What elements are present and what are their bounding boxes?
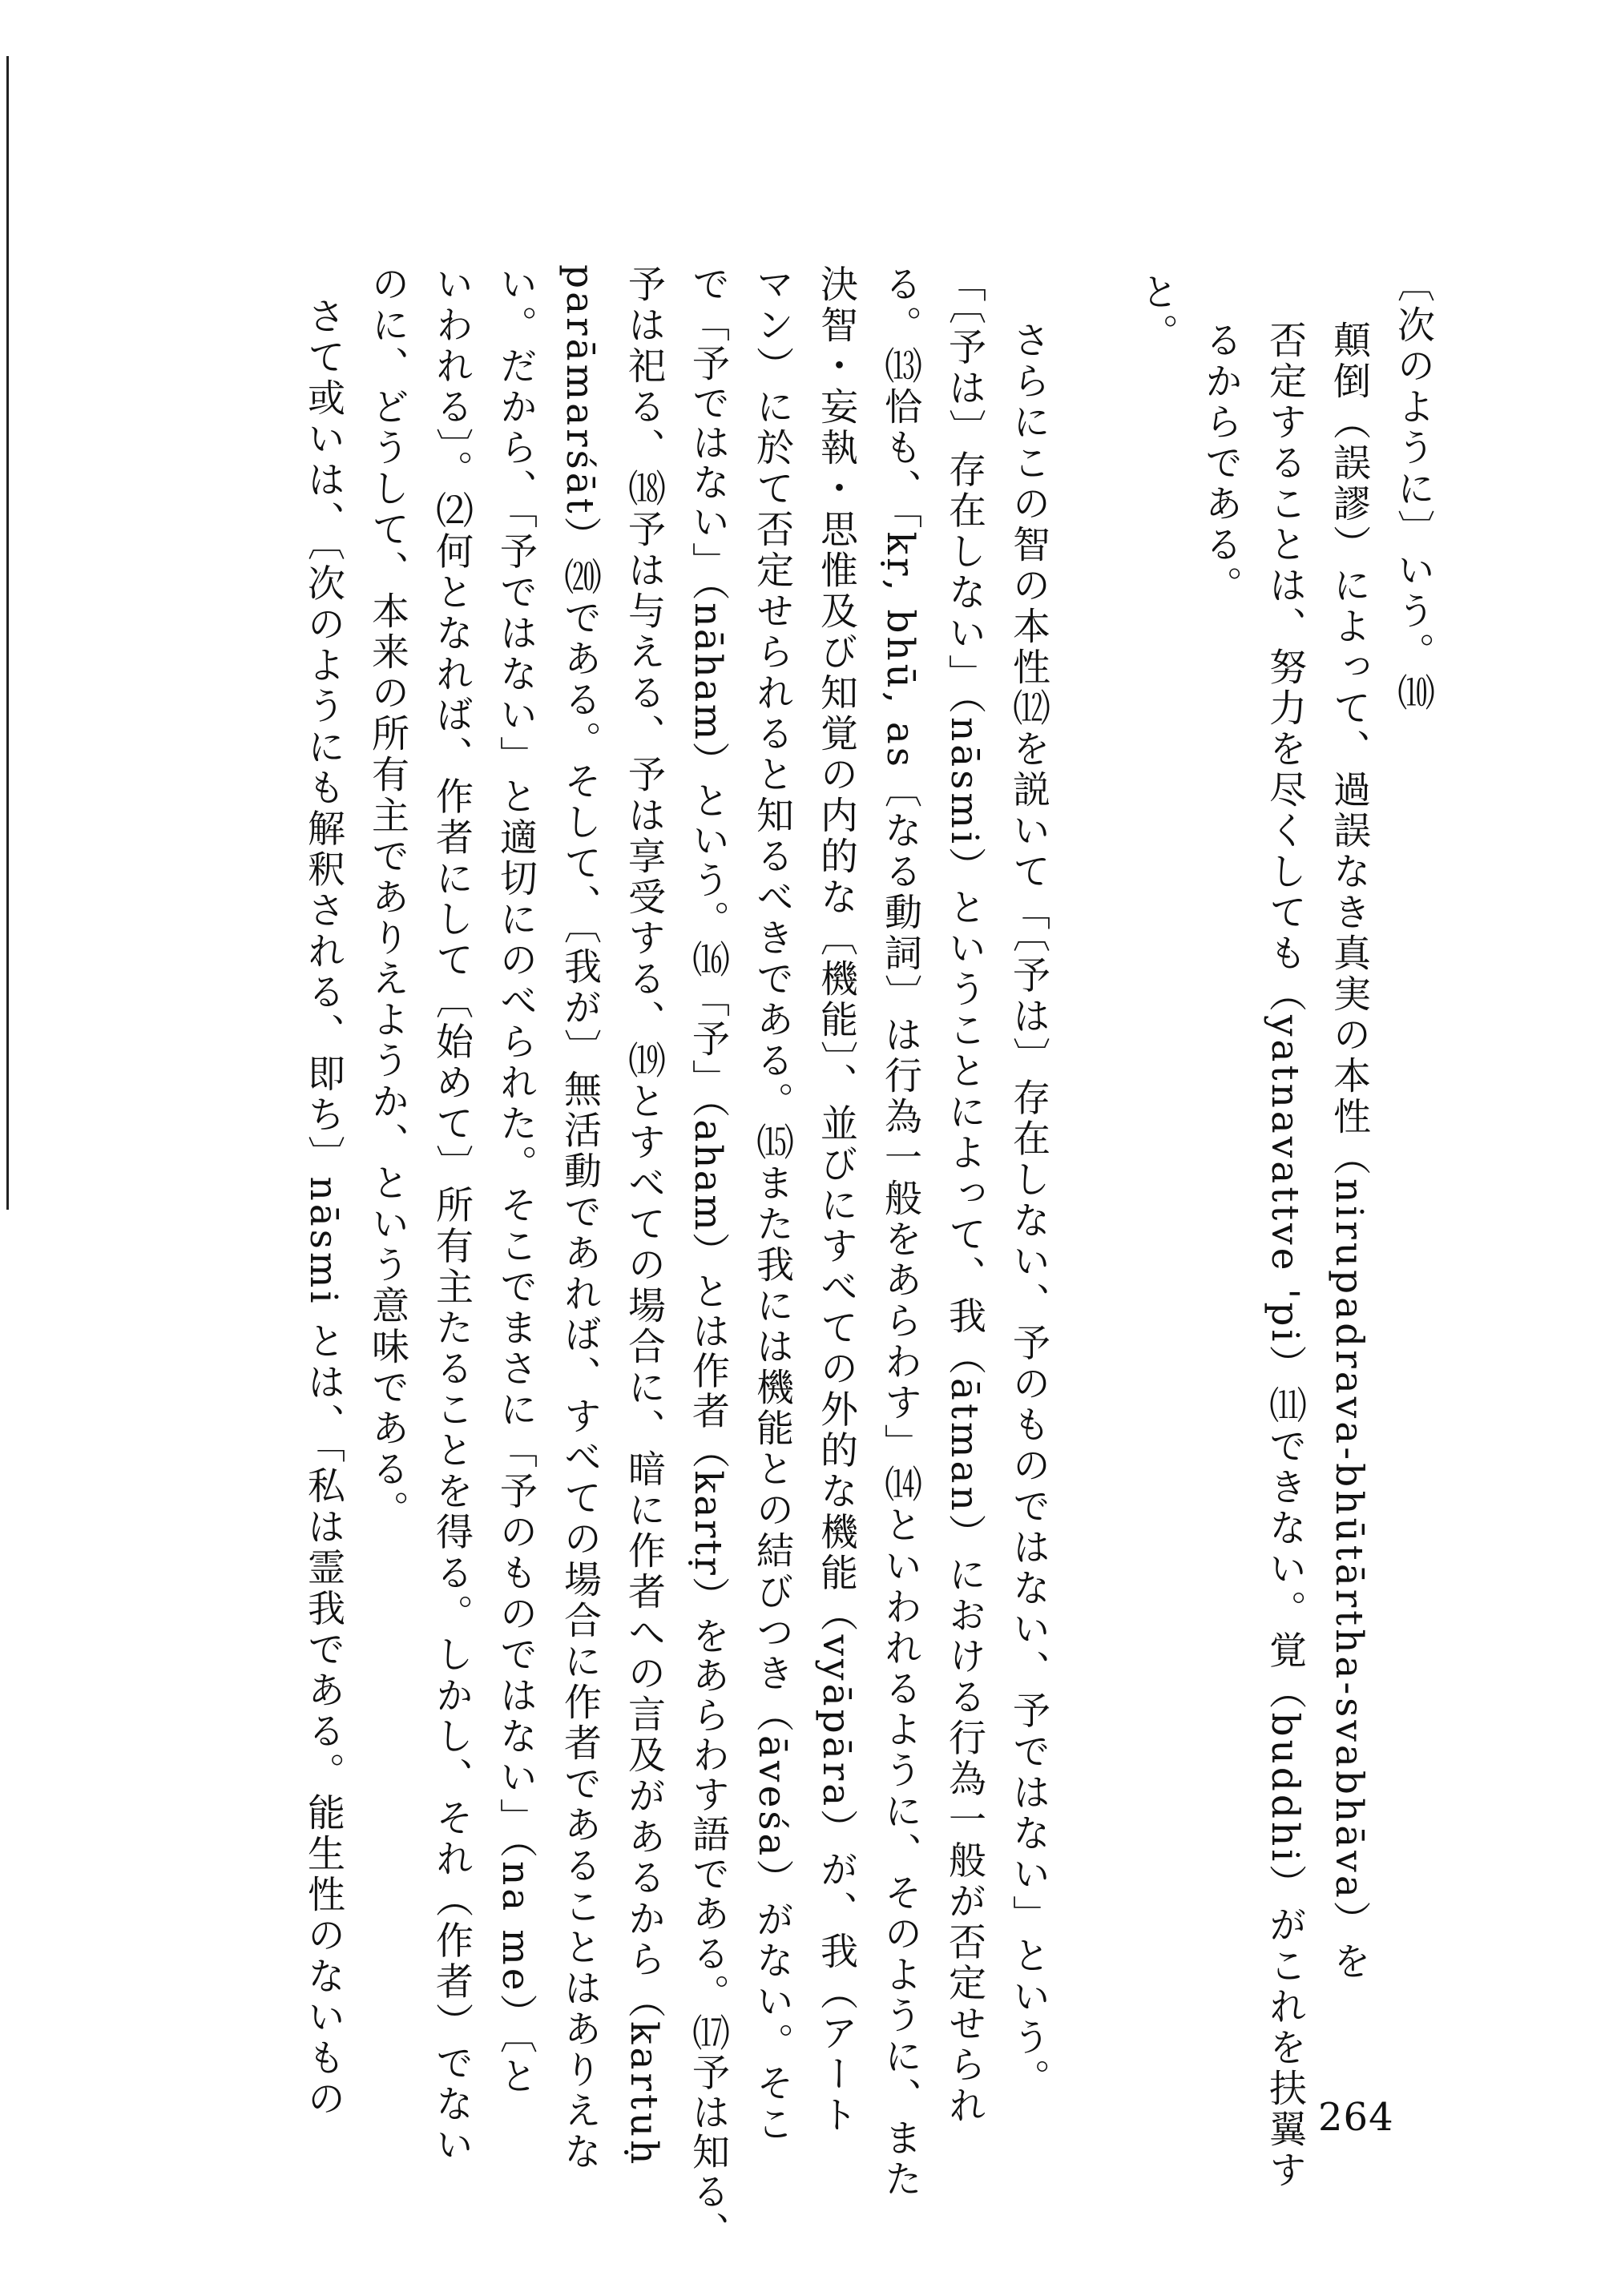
text-line: い。だから、「予ではない」と適切にのべられた。そこでまさに「予のものではない」（na me）〔と <box>494 264 538 2098</box>
text-line: と。 <box>1135 272 1179 354</box>
text-line: るからである。 <box>1199 320 1243 606</box>
text-line: parāmarśāt）⒇である。そして、〔我が〕無活動であれば、すべての場合に作者であることはありえな <box>558 264 602 2173</box>
text-line: 予は祀る、⒅予は与える、予は享受する、⒆とすべての場合に、暗に作者への言及があるから（kartuḥ <box>622 264 666 2168</box>
text-line: マン）に於て否定せられると知るべきである。⒂また我には機能との結びつき（āveśa）がない。そこ <box>750 264 794 2145</box>
text-line: さらにこの智の本性⑿を説いて「〔予は〕存在しない、予のものではない、予ではない」という。 <box>1006 320 1050 2100</box>
page-number: 264 <box>1318 2095 1394 2140</box>
text-line: 「〔予は〕存在しない」（nāsmi）ということによって、我（ātman）における行為一般が否定せられ <box>942 264 986 2127</box>
text-line: のに、どうして、本来の所有主でありえようか、という意味である。 <box>365 264 409 1531</box>
text-line: 顛倒（誤謬）によって、過誤なき真実の本性（nirupadrava-bhūtārtha-svabhāva）を <box>1327 320 1371 1983</box>
text-line: さて或いは、〔次のようにも解釈される、即ち〕nāsmi とは、「私は霊我である。能生性のないもの <box>301 296 345 2120</box>
text-line: いわれる〕。⑵何となれば、作者にして〔始めて〕所有主たることを得る。しかし、それ（作者）でない <box>429 264 474 2166</box>
text-line: で「予ではない」（nāham）という。⒃「予」（aham）とは作者（kartṛ）をあらわす語である。⒄予は知る、 <box>686 264 730 2251</box>
text-line: る。⒀恰も、「kṛ, bhū, as〔なる動詞〕は行為一般をあらわす」⒁といわれるように、そのように、また <box>878 264 922 2200</box>
text-line: 決智・妄執・思惟及び知覚の内的な〔機能〕、並びにすべての外的な機能（vyāpāra）が、我（アート <box>814 264 858 2137</box>
text-line: 否定することは、努力を尽くしても（yatnavattve 'pi）⑾できない。覚（buddhi）がこれを扶翼す <box>1263 320 1307 2192</box>
binding-edge-rule <box>6 56 9 1210</box>
text-line: 〔次のように〕いう。⑽ <box>1391 264 1435 714</box>
